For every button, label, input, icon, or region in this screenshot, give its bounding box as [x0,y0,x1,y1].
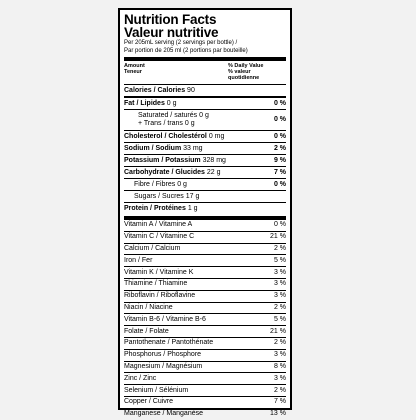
amount-header [124,63,145,81]
fat-percent: 0 % [273,99,286,107]
saturated-label: Saturated / saturés [138,112,198,119]
sugars-row [124,191,286,202]
potassium-label: Potassium / Potassium [124,156,201,164]
vitamin-mineral-name: Riboflavin / Riboflavine [124,292,196,300]
vitamin-mineral-row [124,314,286,325]
trans-amount: 0 g [184,120,195,127]
vitamin-mineral-row [124,303,286,314]
sodium-row [124,143,286,154]
vitamin-mineral-percent: 2 % [273,386,286,394]
vitamin-mineral-percent: 2 % [273,339,286,347]
saturated-trans-percent: 0 % [273,116,286,123]
cholesterol-label: Cholesterol / Cholestérol [124,132,207,140]
cholesterol-percent: 0 % [273,132,286,140]
vitamin-mineral-row [124,373,286,384]
teneur-label: Teneur [124,69,142,75]
vitamin-mineral-name: Vitamin A / Vitamine A [124,221,193,229]
vitamin-mineral-percent: 3 % [273,292,286,300]
potassium-percent: 9 % [273,156,286,164]
nutrition-facts-label [118,8,292,418]
vitamin-mineral-row [124,409,286,420]
vitamin-mineral-row [124,291,286,302]
vitamin-mineral-name: Pantothenate / Pantothénate [124,339,214,347]
vitamin-mineral-row [124,338,286,349]
vitamin-mineral-name: Vitamin K / Vitamine K [124,268,194,276]
dv-french-2: quotidienne [228,75,260,81]
vitamin-mineral-row [124,232,286,243]
vitamin-mineral-name: Folate / Folate [124,327,169,335]
fibre-row [124,179,286,190]
vitamin-mineral-name: Magnesium / Magnésium [124,362,203,370]
calories-label: Calories / Calories [124,86,186,94]
amount-label: Amount [124,63,145,69]
vitamin-mineral-name: Thiamine / Thiamine [124,280,188,288]
dv-english: % Daily Value [228,63,264,69]
protein-row [124,203,286,214]
sugars-label: Sugars / Sucres [134,192,184,200]
vitamin-mineral-row [124,244,286,255]
vitamin-mineral-percent: 8 % [273,362,286,370]
vitamin-mineral-percent: 13 % [270,410,286,418]
protein-amount: 1 g [187,204,198,212]
sodium-percent: 2 % [273,144,286,152]
vitamin-mineral-percent: 3 % [273,268,286,276]
dv-french-1: % valeur [228,69,251,75]
daily-value-header [228,63,286,81]
fat-amount: 0 g [166,99,177,107]
trans-label: + Trans / trans [138,120,183,127]
carbohydrate-row [124,167,286,178]
vitamin-mineral-percent: 5 % [273,256,286,264]
vitamin-mineral-percent: 2 % [273,244,286,252]
vitamin-mineral-name: Niacin / Niacine [124,303,173,311]
vitamin-mineral-percent: 3 % [273,280,286,288]
serving-size-english: Per 205mL serving (2 servings per bottle) / [124,40,238,46]
saturated-amount: 0 g [199,112,209,119]
vitamin-mineral-row [124,362,286,373]
serving-size-french: Par portion de 205 ml (2 portions par bouteille) [124,48,248,54]
vitamin-mineral-name: Vitamin C / Vitamine C [124,233,195,241]
vitamin-mineral-percent: 7 % [273,398,286,406]
vitamin-mineral-percent: 21 % [270,327,286,335]
cholesterol-amount: 0 mg [208,132,225,140]
vitamin-mineral-row [124,326,286,337]
vitamin-mineral-row [124,220,286,231]
vitamin-mineral-name: Phosphorus / Phosphore [124,351,202,359]
vitamin-mineral-row [124,255,286,266]
carbohydrate-label: Carbohydrate / Glucides [124,168,205,176]
title-french: Valeur nutritive [124,25,219,40]
vitamin-mineral-percent: 21 % [270,233,286,241]
title-english: Nutrition Facts [124,12,217,27]
saturated-trans-row [124,110,286,130]
calories-row [124,85,286,96]
carbohydrate-amount: 22 g [206,168,221,176]
fibre-label: Fibre / Fibres [134,180,176,188]
vitamin-mineral-row [124,385,286,396]
vitamin-mineral-percent: 3 % [273,374,286,382]
cholesterol-row [124,131,286,142]
vitamin-mineral-row [124,267,286,278]
fibre-percent: 0 % [273,180,286,188]
vitamin-mineral-list [124,220,286,420]
vitamin-mineral-row [124,397,286,408]
fibre-amount: 0 g [177,180,187,188]
fat-label: Fat / Lipides [124,99,165,107]
potassium-amount: 328 mg [202,156,226,164]
vitamin-mineral-name: Selenium / Sélénium [124,386,189,394]
vitamin-mineral-name: Manganese / Manganèse [124,410,203,418]
vitamin-mineral-percent: 5 % [273,315,286,323]
vitamin-mineral-name: Copper / Cuivre [124,398,174,406]
vitamin-mineral-name: Iron / Fer [124,256,153,264]
sugars-amount: 17 g [185,192,200,200]
potassium-row [124,155,286,166]
calories-value: 90 [187,86,195,94]
fat-row [124,98,286,109]
carbohydrate-percent: 7 % [273,168,286,176]
vitamin-mineral-percent: 0 % [273,221,286,229]
vitamin-mineral-name: Calcium / Calcium [124,244,181,252]
protein-label: Protein / Protéines [124,204,186,212]
vitamin-mineral-row [124,350,286,361]
vitamin-mineral-percent: 3 % [273,351,286,359]
vitamin-mineral-row [124,279,286,290]
sodium-amount: 33 mg [183,144,203,152]
vitamin-mineral-name: Vitamin B-6 / Vitamine B-6 [124,315,206,323]
vitamin-mineral-name: Zinc / Zinc [124,374,157,382]
sodium-label: Sodium / Sodium [124,144,182,152]
vitamin-mineral-percent: 2 % [273,303,286,311]
column-header [124,61,286,84]
